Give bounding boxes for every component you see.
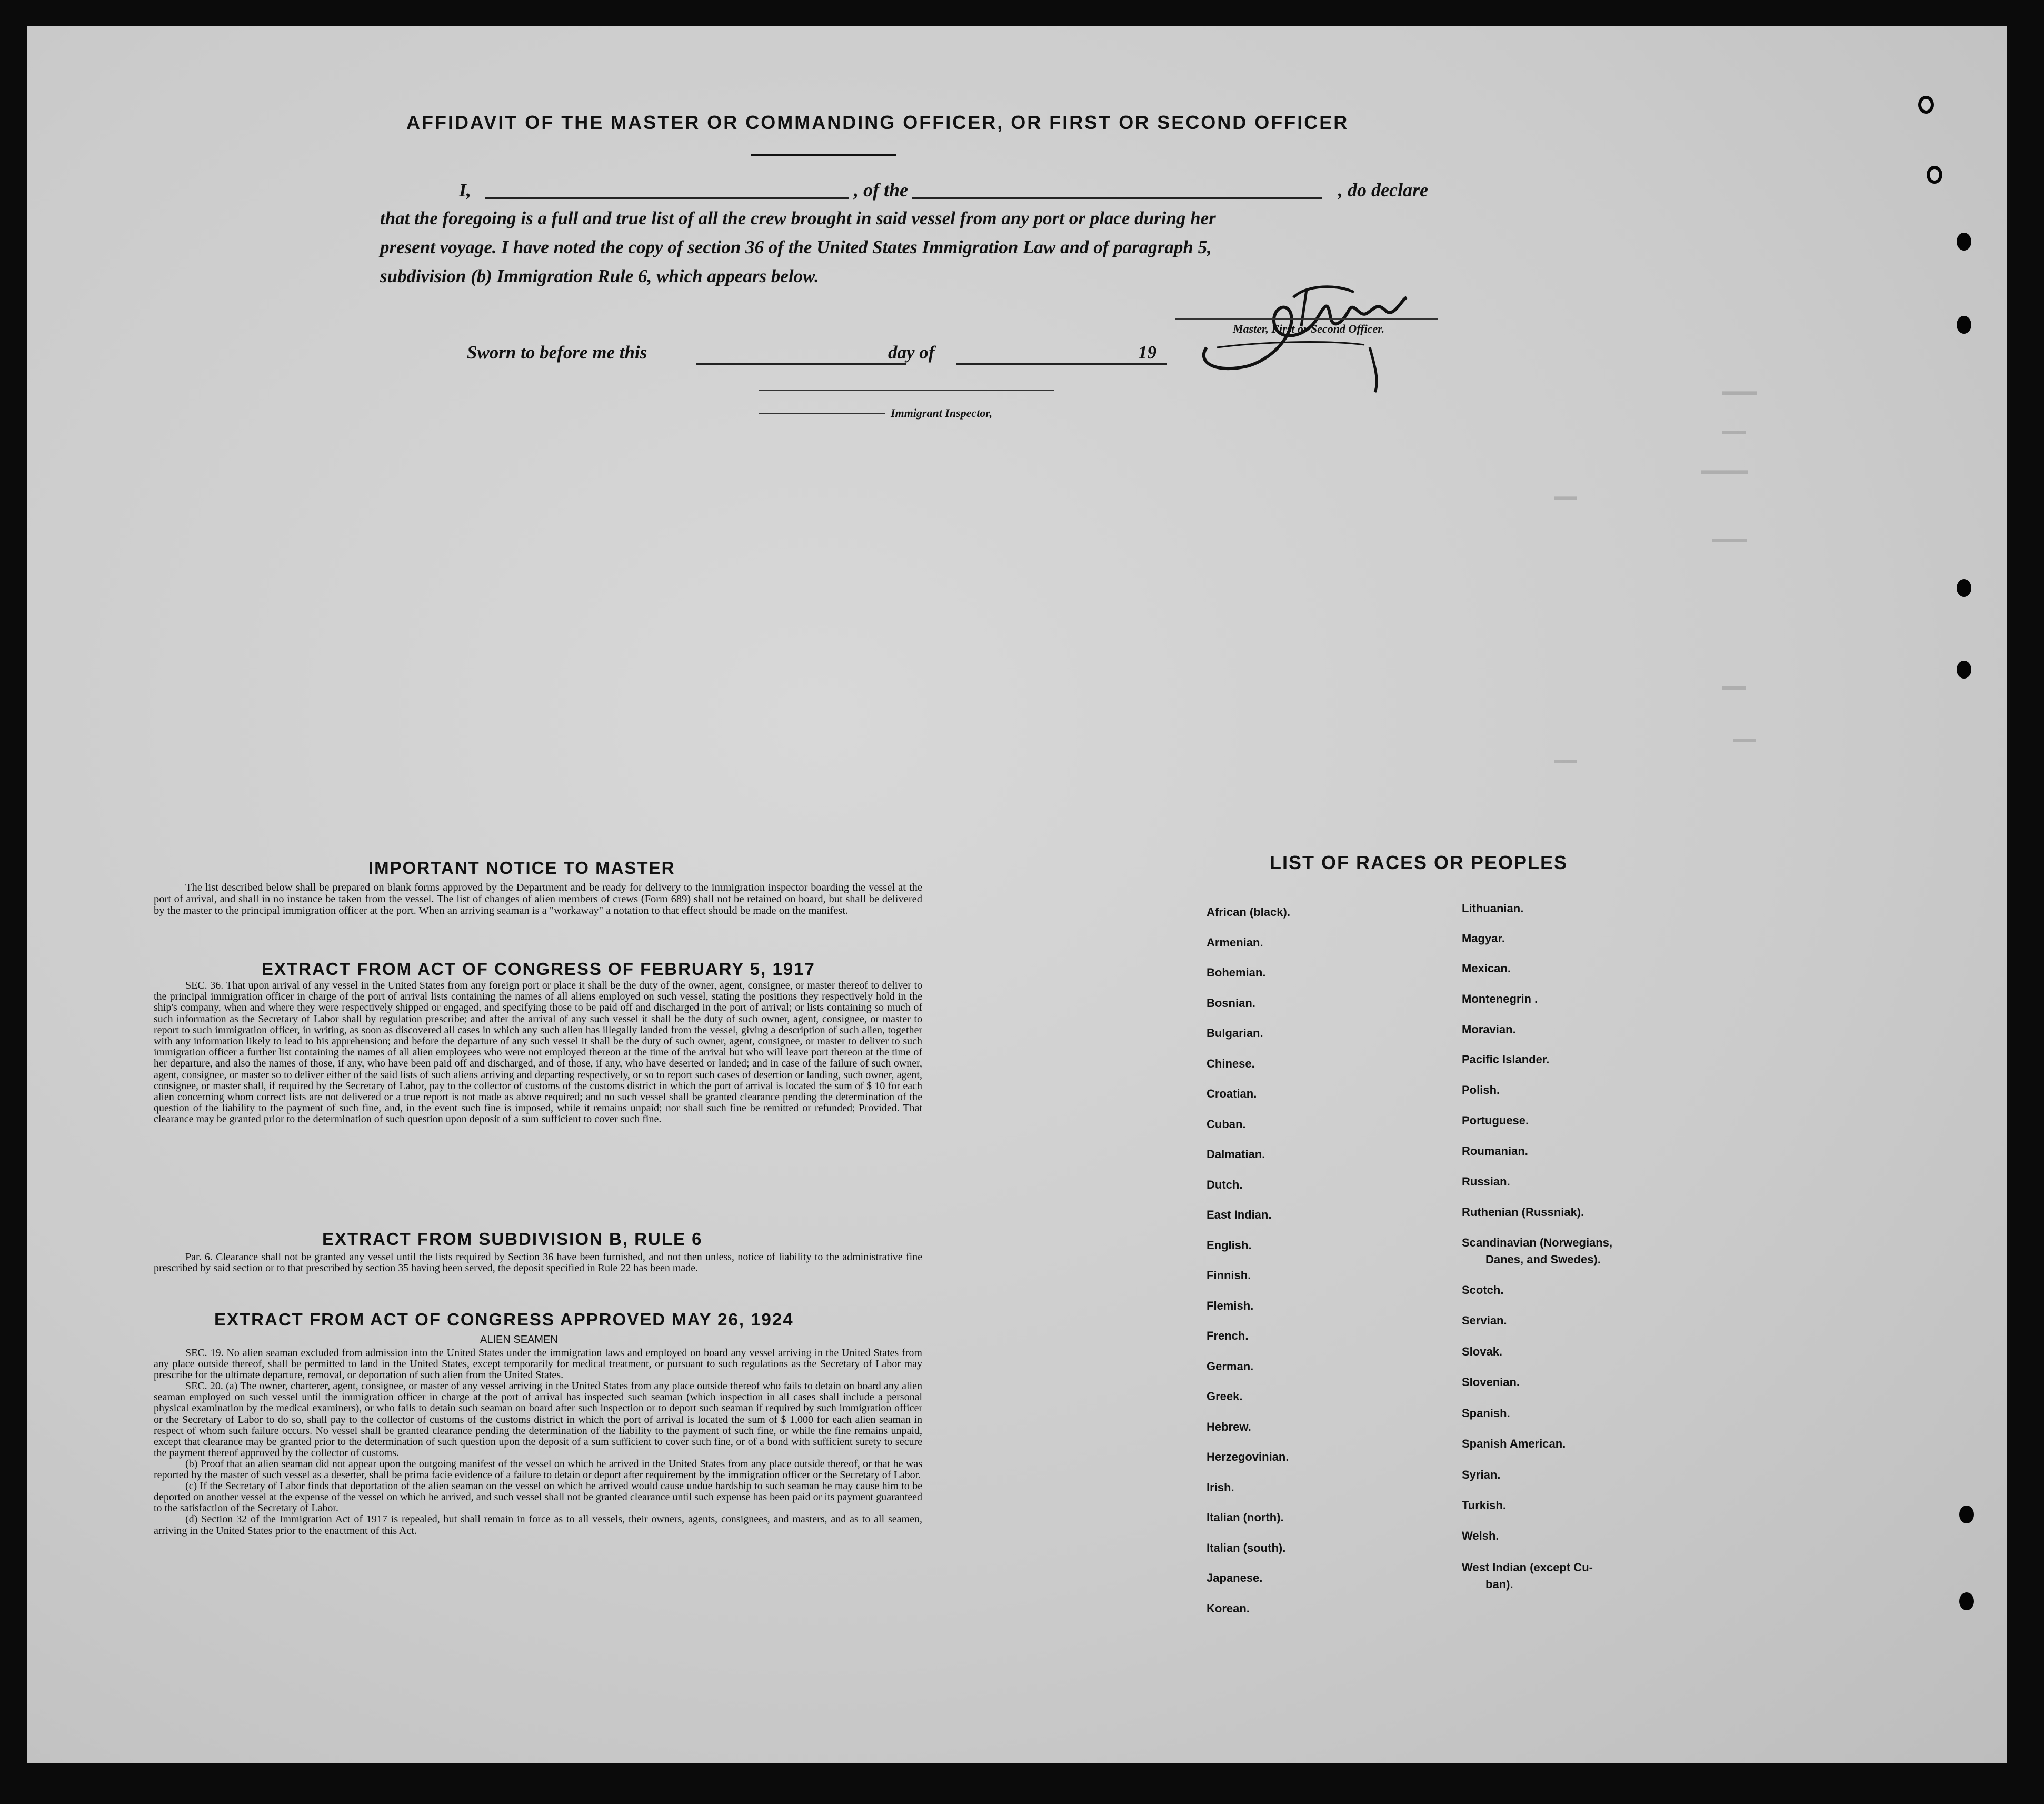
declaration-declare: , do declare (1338, 180, 1428, 201)
race-item: Slovak. (1462, 1345, 1503, 1358)
title-underline (751, 154, 896, 156)
act-1924-subheading: ALIEN SEAMEN (480, 1334, 558, 1345)
race-item: East Indian. (1207, 1208, 1272, 1221)
inspector-signature-line (759, 390, 1054, 391)
declaration-of: , of the (854, 180, 908, 201)
vessel-blank-line (912, 197, 1322, 199)
race-item: Portuguese. (1462, 1114, 1529, 1127)
bleed-through-mark: ▬▬ (1733, 732, 1756, 745)
race-item: Cuban. (1207, 1117, 1246, 1131)
notice-body (154, 882, 922, 916)
bleed-through-mark: ▬▬▬ (1722, 384, 1757, 397)
race-item: African (black). (1207, 905, 1290, 919)
act-1924-paragraph: SEC. 19. No alien seaman excluded from admission into the United States under the immigration laws and employed on board any vessel arriving in the United States from any place outside thereof, shall be permitted to land in the United States, except temporarily for medical treatment, or pursuant to such regulations as the Secretary of Labor may prescribe for the ultimate departure, removal, or deportation of such alien from the United States. (154, 1347, 922, 1381)
sworn-month-blank-line (956, 363, 1167, 365)
race-item: Chinese. (1207, 1057, 1255, 1070)
binder-hole (1927, 166, 1942, 184)
declaration-text-line: present voyage. I have noted the copy of section 36 of the United States Immigration Law and of paragraph 5, (380, 237, 1212, 257)
race-item: Bulgarian. (1207, 1026, 1263, 1040)
race-item: Servian. (1462, 1314, 1507, 1327)
inspector-signature-line (759, 413, 885, 414)
sworn-day-of: day of (888, 342, 935, 363)
races-heading: LIST OF RACES OR PEOPLES (1270, 852, 1568, 873)
sworn-year: 19 (1138, 342, 1156, 363)
race-item: Herzegovinian. (1207, 1450, 1289, 1463)
race-item: Finnish. (1207, 1269, 1251, 1282)
race-item: English. (1207, 1238, 1252, 1252)
race-item: ban). (1485, 1578, 1513, 1591)
race-item: Lithuanian. (1462, 902, 1524, 915)
binder-hole (1957, 579, 1971, 597)
notice-paragraph: The list described below shall be prepared on blank forms approved by the Department and be ready for delivery to the immigration inspector boarding the vessel at the port of arrival, and shall in no instance be taken from the vessel. The list of changes of alien members of crews (Form 689) shall not be retained on board, but shall be delivered by the master to the principal immigration officer at the port. When an arriving seaman is a "workaway" a notation to that effect should be made on the manifest. (154, 882, 922, 916)
sworn-label: Sworn to before me this (467, 342, 647, 363)
race-item: Magyar. (1462, 932, 1505, 945)
race-item: Spanish. (1462, 1407, 1510, 1420)
act-1924-paragraph: (b) Proof that an alien seaman did not appear upon the outgoing manifest of the vessel on which he arrived in the United States from any place outside thereof, or that he was reported by the master of such vessel as a deserter, shall be prima facie evidence of a failure to detain or deport after requirement by the immigration officer or the Secretary of Labor. (154, 1458, 922, 1481)
race-item: Ruthenian (Russniak). (1462, 1205, 1584, 1219)
bleed-through-mark: ▬▬ (1554, 753, 1577, 766)
binder-hole (1957, 661, 1971, 679)
race-item: Welsh. (1462, 1529, 1499, 1542)
race-item: Dalmatian. (1207, 1148, 1265, 1161)
document-page (27, 26, 2007, 1763)
act-1917-heading: EXTRACT FROM ACT OF CONGRESS OF FEBRUARY 5, 1917 (262, 959, 815, 979)
rule-6-paragraph: Par. 6. Clearance shall not be granted any vessel until the lists required by Section 36 have been furnished, and not then unless, notice of liability to the administrative fine prescribed by said section or to that prescribed by section 35 having been served, the deposit specified in Rule 22 has been made. (154, 1251, 922, 1274)
binder-hole (1959, 1592, 1974, 1610)
race-item: Greek. (1207, 1390, 1243, 1403)
race-item: Roumanian. (1462, 1144, 1528, 1158)
race-item: Flemish. (1207, 1299, 1254, 1312)
notice-heading: IMPORTANT NOTICE TO MASTER (368, 858, 675, 878)
race-item: Bohemian. (1207, 966, 1266, 979)
race-item: French. (1207, 1329, 1249, 1342)
race-item: Syrian. (1462, 1468, 1501, 1481)
act-1917-body (154, 980, 922, 1125)
race-item: Polish. (1462, 1083, 1500, 1097)
race-item: Montenegrin . (1462, 992, 1538, 1005)
bleed-through-mark: ▬▬ (1722, 679, 1746, 692)
bleed-through-mark: ▬▬ (1554, 490, 1577, 503)
act-1924-paragraph: (d) Section 32 of the Immigration Act of 1917 is repealed, but shall remain in force as to all vessels, their owners, agents, consignees, and masters, and as to all seamen, arriving in the United States prior to the enactment of this Act. (154, 1513, 922, 1537)
race-item: Bosnian. (1207, 996, 1255, 1010)
race-item: Italian (north). (1207, 1511, 1284, 1524)
race-item: Irish. (1207, 1480, 1234, 1494)
inspector-label: Immigrant Inspector, (891, 406, 993, 420)
binder-hole (1918, 96, 1934, 114)
rule-6-heading: EXTRACT FROM SUBDIVISION B, RULE 6 (322, 1229, 703, 1249)
race-item: Scotch. (1462, 1283, 1504, 1297)
bleed-through-mark: ▬▬ (1722, 424, 1746, 437)
declaration-text-line: that the foregoing is a full and true list of all the crew brought in said vessel from any port or place during her (380, 208, 1216, 228)
declaration-i: I, (459, 180, 472, 201)
race-item: Pacific Islander. (1462, 1053, 1550, 1066)
bleed-through-mark: ▬▬▬▬ (1701, 463, 1748, 476)
race-item: German. (1207, 1359, 1254, 1373)
race-item: Dutch. (1207, 1178, 1243, 1191)
race-item: Japanese. (1207, 1571, 1263, 1584)
race-item: Russian. (1462, 1175, 1510, 1188)
race-item: Hebrew. (1207, 1420, 1251, 1433)
race-item: Turkish. (1462, 1499, 1506, 1512)
bleed-through-mark: ▬▬▬ (1712, 532, 1747, 545)
binder-hole (1957, 316, 1971, 334)
race-item: Danes, and Swedes). (1485, 1253, 1601, 1266)
declaration-text-line: subdivision (b) Immigration Rule 6, which appears below. (380, 266, 819, 286)
race-item: Korean. (1207, 1601, 1250, 1615)
officer-signature-line (1175, 318, 1438, 320)
binder-hole (1959, 1506, 1974, 1523)
race-item: Mexican. (1462, 962, 1511, 975)
name-blank-line (485, 197, 849, 199)
act-1924-paragraph: SEC. 20. (a) The owner, charterer, agent, consignee, or master of any vessel arriving in the United States from any place outside thereof who fails to detain on board any alien seaman employed on such vessel until the immigration officer in charge at the port of arrival has inspected such seaman (which inspection in all cases shall include a personal physical examination by the medical examiners), or who fails to detain such seaman on board after such inspection or to deport such seaman if required by such immigration officer or the Secretary of Labor to do so, shall pay to the collector of customs of the customs district in which the port of arrival is located the sum of $ 1,000 for each alien seaman in respect of whom such failure occurs. No vessel shall be granted clearance pending the determination of the liability to the payment of such fine, or while the fine remains unpaid, except that clearance may be granted prior to the determination of such question upon the deposit of a sum sufficient to cover such fine, or of a bond with sufficient surety to secure the payment thereof approved by the collector of customs. (154, 1380, 922, 1459)
race-item: Croatian. (1207, 1087, 1257, 1100)
act-1924-paragraph: (c) If the Secretary of Labor finds that deportation of the alien seaman on the vessel on which he arrived would cause undue hardship to such seaman he may cause him to be deported on another vessel at the expense of the vessel on which he arrived, and such vessel shall not be granted clearance until such expense has been paid or its payment guaranteed to the satisfaction of the Secretary of Labor. (154, 1480, 922, 1514)
race-item: Spanish American. (1462, 1437, 1566, 1450)
officer-label: Master, First or Second Officer. (1233, 322, 1385, 335)
race-item: Italian (south). (1207, 1541, 1286, 1554)
race-item: West Indian (except Cu- (1462, 1561, 1593, 1574)
race-item: Scandinavian (Norwegians, (1462, 1236, 1613, 1249)
rule-6-body (154, 1252, 922, 1274)
act-1917-paragraph: SEC. 36. That upon arrival of any vessel in the United States from any foreign port or place it shall be the duty of the owner, agent, consignee, or master thereof to deliver to the principal immigration officer in charge of the port of arrival lists containing the names of all aliens employed on such vessel, stating the positions they respectively hold in the ship's company, when and where they were respectively shipped or engaged, and specifying those to be paid off and discharged in the port of arrival; or lists containing so much of such information as the Secretary of Labor shall by regulation prescribe; and after the arrival of any such vessel it shall be the duty of such owner, agent, consignee, or master to report to such immigration officer, in writing, as soon as discovered all cases in which any such alien has illegally landed from the vessel, giving a description of such alien, together with any information likely to lead to his apprehension; and before the departure of any such vessel it shall be the duty of such owner, agent, consignee, or master to deliver to such immigration officer a further list containing the names of all alien employees who were not employed thereon at the time of the arrival but who will leave port thereon at the time of her departure, and also the names of those, if any, who have been paid off and discharged, and of those, if any, who have deserted or landed; and in case of the failure of such owner, agent, consignee, or master so to deliver either of the said lists of such aliens arriving and departing respectively, or so to report such cases of desertion or landing, such owner, agent, consignee, or master shall, if required by the Secretary of Labor, pay to the collector of customs of the customs district in which the port of arrival is located the sum of $ 10 for each alien concerning whom correct lists are not delivered or a true report is not made as above required; and no such vessel shall be granted clearance pending the determination of the question of the liability to the payment of such fine, and, in the event such fine is imposed, while it remains unpaid; nor shall such fine be remitted or refunded; Provided. That clearance may be granted prior to the determination of such question upon deposit of a sum sufficient to cover such fine. (154, 980, 922, 1125)
race-item: Armenian. (1207, 935, 1263, 949)
act-1924-heading: EXTRACT FROM ACT OF CONGRESS APPROVED MAY 26, 1924 (214, 1310, 794, 1329)
act-1924-body (154, 1348, 922, 1537)
affidavit-title: AFFIDAVIT OF THE MASTER OR COMMANDING OFFICER, OR FIRST OR SECOND OFFICER (406, 112, 1349, 133)
sworn-day-blank-line (696, 363, 906, 365)
binder-hole (1957, 233, 1971, 251)
race-item: Moravian. (1462, 1023, 1516, 1036)
race-item: Slovenian. (1462, 1376, 1520, 1389)
